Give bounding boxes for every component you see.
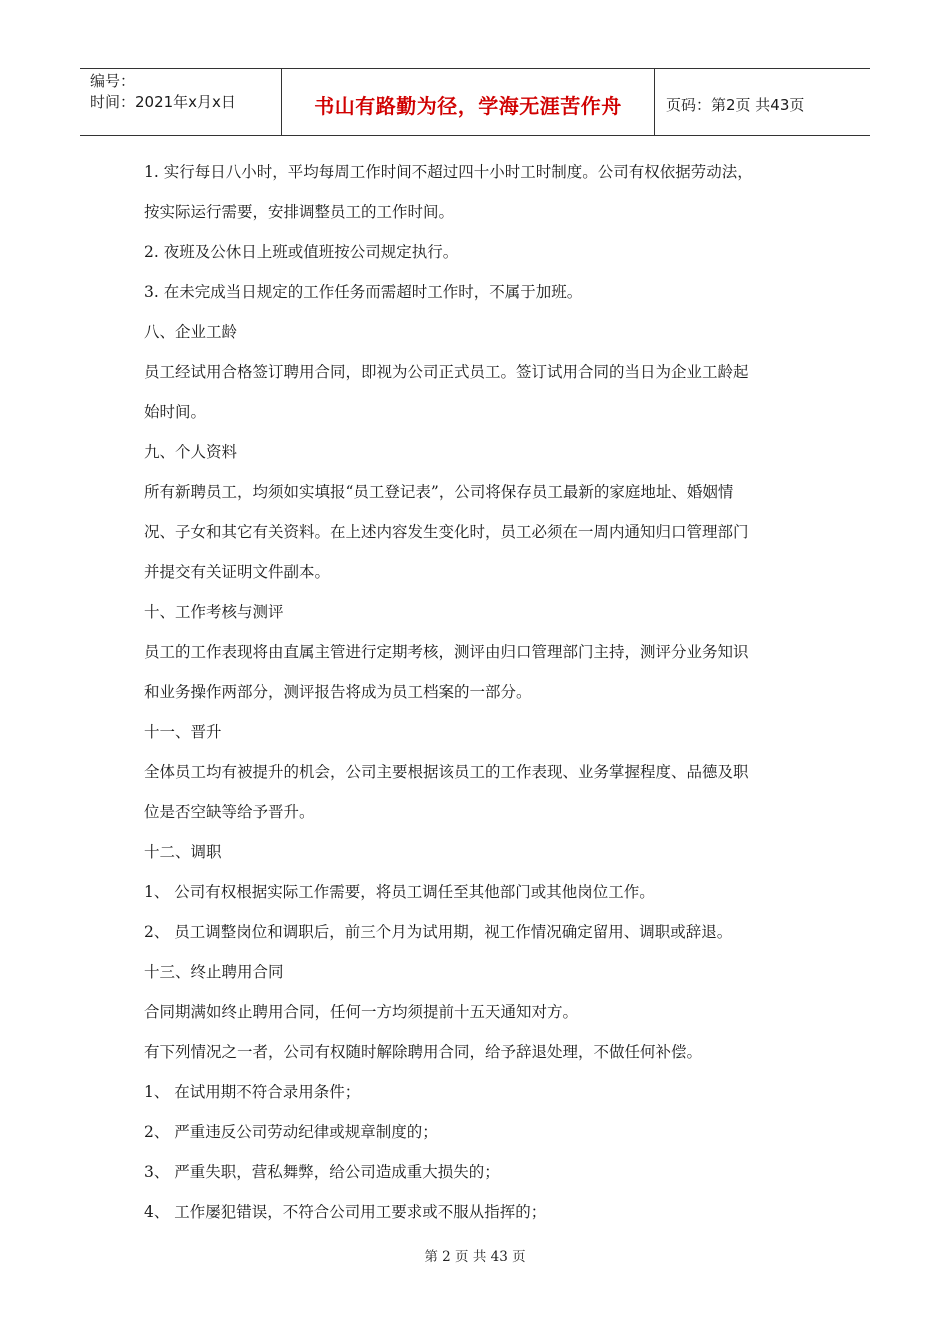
text-line: 和业务操作两部分，测评报告将成为员工档案的一部分。	[144, 683, 532, 701]
text-line: 员工的工作表现将由直属主管进行定期考核，测评由归口管理部门主持，测评分业务知识	[144, 643, 749, 661]
list-item: 2、 严重违反公司劳动纪律或规章制度的；	[144, 1123, 438, 1141]
page-header	[80, 68, 870, 136]
header-page-code: 页码：第2页 共43页	[666, 95, 805, 114]
text-line: 况、子女和其它有关资料。在上述内容发生变化时，员工必须在一周内通知归口管理部门	[144, 523, 749, 541]
section-heading: 十三、终止聘用合同	[144, 963, 284, 981]
text-line: 位是否空缺等给予晋升。	[144, 803, 315, 821]
text-line: 并提交有关证明文件副本。	[144, 563, 331, 581]
text-line: 1. 实行每日八小时，平均每周工作时间不超过四十小时工时制度。公司有权依据劳动法，	[144, 163, 753, 181]
text-line: 2. 夜班及公休日上班或值班按公司规定执行。	[144, 243, 459, 261]
text-line: 员工经试用合格签订聘用合同，即视为公司正式员工。签订试用合同的当日为企业工龄起	[144, 363, 749, 381]
page-footer: 第 2 页 共 43 页	[424, 1249, 526, 1265]
list-item: 1、 在试用期不符合录用条件；	[144, 1083, 361, 1101]
text-line: 所有新聘员工，均须如实填报“员工登记表”，公司将保存员工最新的家庭地址、婚姻情	[144, 483, 734, 501]
header-motto: 书山有路勤为径，学海无涯苦作舟	[282, 69, 655, 135]
text-line: 3. 在未完成当日规定的工作任务而需超时工作时，不属于加班。	[144, 283, 583, 301]
list-item: 1、 公司有权根据实际工作需要，将员工调任至其他部门或其他岗位工作。	[144, 883, 655, 901]
document-body	[144, 152, 814, 1232]
section-heading: 十一、晋升	[144, 723, 222, 741]
section-heading: 九、个人资料	[144, 443, 238, 461]
section-heading: 八、企业工龄	[144, 323, 238, 341]
text-line: 全体员工均有被提升的机会，公司主要根据该员工的工作表现、业务掌握程度、品德及职	[144, 763, 749, 781]
list-item: 2、 员工调整岗位和调职后，前三个月为试用期，视工作情况确定留用、调职或辞退。	[144, 923, 733, 941]
text-line: 有下列情况之一者，公司有权随时解除聘用合同，给予辞退处理，不做任何补偿。	[144, 1043, 703, 1061]
text-line: 始时间。	[144, 403, 207, 421]
header-meta	[80, 69, 282, 135]
document-number-label: 编号：	[90, 72, 136, 90]
text-line: 合同期满如终止聘用合同，任何一方均须提前十五天通知对方。	[144, 1003, 579, 1021]
section-heading: 十二、调职	[144, 843, 222, 861]
text-line: 按实际运行需要，安排调整员工的工作时间。	[144, 203, 455, 221]
section-heading: 十、工作考核与测评	[144, 603, 284, 621]
list-item: 4、 工作屡犯错误，不符合公司用工要求或不服从指挥的；	[144, 1203, 547, 1221]
list-item: 3、 严重失职，营私舞弊，给公司造成重大损失的；	[144, 1163, 500, 1181]
document-date: 时间：2021年x月x日	[90, 93, 236, 111]
